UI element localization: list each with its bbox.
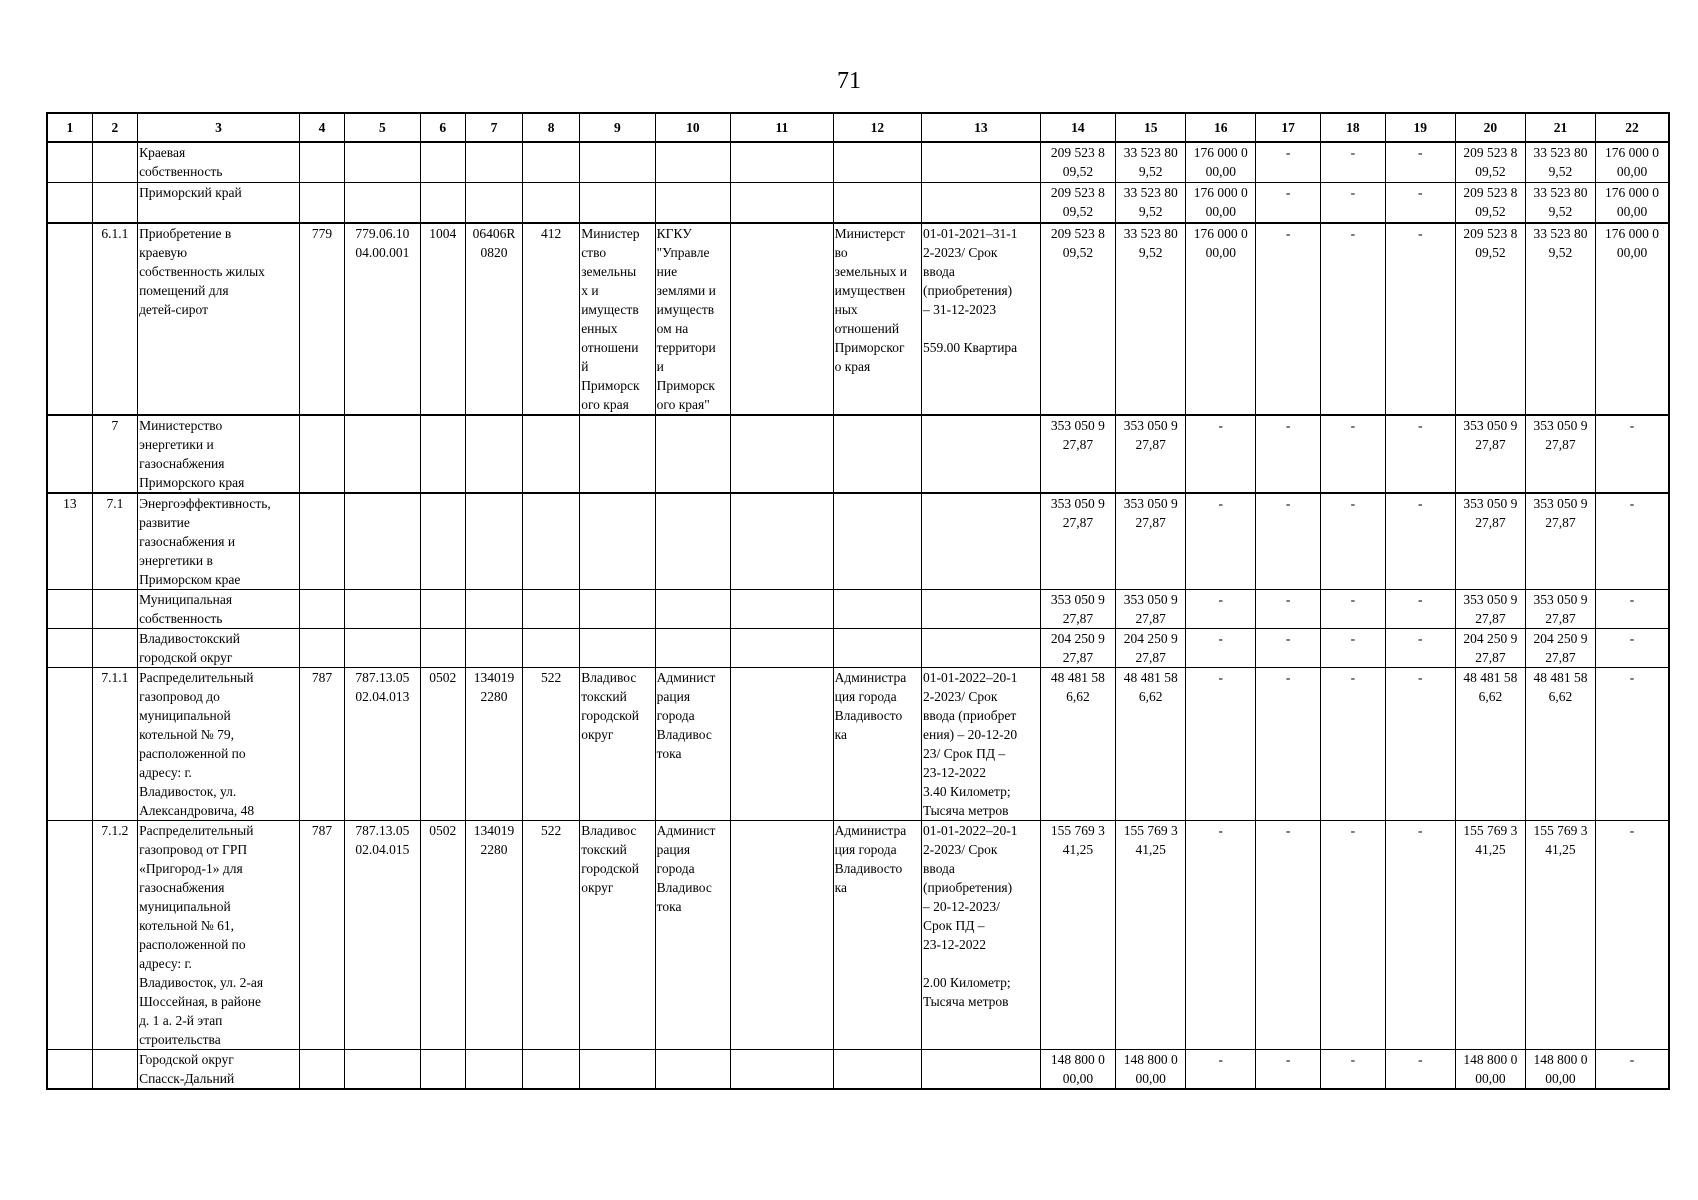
table-cell: 787.13.05 02.04.015 xyxy=(345,821,420,1050)
table-cell xyxy=(523,493,580,590)
table-cell xyxy=(922,142,1041,183)
table-cell xyxy=(523,1050,580,1090)
table-cell xyxy=(922,629,1041,668)
table-cell xyxy=(47,142,92,183)
table-cell: 204 250 9 27,87 xyxy=(1040,629,1115,668)
table-cell: 134019 2280 xyxy=(465,668,522,821)
column-number-5: 5 xyxy=(345,113,420,142)
table-cell: 412 xyxy=(523,223,580,415)
table-cell xyxy=(299,590,344,629)
table-cell: - xyxy=(1321,590,1386,629)
table-header xyxy=(47,113,1669,142)
table-row xyxy=(47,629,1669,668)
table-cell xyxy=(523,142,580,183)
table-cell: 204 250 9 27,87 xyxy=(1455,629,1525,668)
page-number: 71 xyxy=(837,68,861,94)
table-cell xyxy=(345,590,420,629)
table-cell: 7.1.2 xyxy=(92,821,137,1050)
table-cell: 353 050 9 27,87 xyxy=(1455,415,1525,493)
table-cell xyxy=(299,415,344,493)
table-cell xyxy=(655,1050,730,1090)
table-cell: 176 000 0 00,00 xyxy=(1186,142,1256,183)
table-cell: 0502 xyxy=(420,668,465,821)
table-row xyxy=(47,1050,1669,1090)
table-cell: 353 050 9 27,87 xyxy=(1455,590,1525,629)
table-cell: 209 523 8 09,52 xyxy=(1455,183,1525,224)
table-cell: - xyxy=(1321,629,1386,668)
table-cell: - xyxy=(1256,1050,1321,1090)
table-cell xyxy=(833,493,921,590)
table-cell xyxy=(92,590,137,629)
table-cell xyxy=(655,415,730,493)
table-cell xyxy=(465,183,522,224)
table-cell: 155 769 3 41,25 xyxy=(1525,821,1595,1050)
table-cell: - xyxy=(1321,142,1386,183)
table-cell xyxy=(731,183,833,224)
table-cell xyxy=(465,1050,522,1090)
table-cell: Министерст во земельных и имуществен ных отношений Приморског о края xyxy=(833,223,921,415)
table-cell: 01-01-2022–20-1 2-2023/ Срок ввода (приобрет ения) – 20-12-20 23/ Срок ПД – 23-12-2022 3.40 Километр; Тысяча метров xyxy=(922,668,1041,821)
table-cell: 33 523 80 9,52 xyxy=(1525,183,1595,224)
table-cell xyxy=(833,1050,921,1090)
table-cell: - xyxy=(1256,493,1321,590)
table-cell: - xyxy=(1256,668,1321,821)
table-cell: 33 523 80 9,52 xyxy=(1116,183,1186,224)
table-cell: - xyxy=(1385,142,1455,183)
table-cell: 0502 xyxy=(420,821,465,1050)
table-cell xyxy=(345,142,420,183)
table-cell: 48 481 58 6,62 xyxy=(1525,668,1595,821)
table-cell xyxy=(833,629,921,668)
table-cell xyxy=(420,629,465,668)
table-cell: - xyxy=(1321,493,1386,590)
table-cell: 33 523 80 9,52 xyxy=(1116,223,1186,415)
table-cell: - xyxy=(1256,142,1321,183)
table-cell: - xyxy=(1385,668,1455,821)
table-cell: 148 800 0 00,00 xyxy=(1040,1050,1115,1090)
table-cell: - xyxy=(1186,1050,1256,1090)
table-cell: 353 050 9 27,87 xyxy=(1525,590,1595,629)
table-cell xyxy=(580,629,655,668)
table-cell xyxy=(922,415,1041,493)
table-cell xyxy=(345,183,420,224)
table-row xyxy=(47,415,1669,493)
table-row xyxy=(47,183,1669,224)
column-number-7: 7 xyxy=(465,113,522,142)
table-row xyxy=(47,668,1669,821)
table-cell: - xyxy=(1256,223,1321,415)
table-cell xyxy=(299,629,344,668)
table-cell: - xyxy=(1256,183,1321,224)
table-cell: Владивос токский городской округ xyxy=(580,668,655,821)
table-cell xyxy=(731,821,833,1050)
table-row xyxy=(47,223,1669,415)
column-number-17: 17 xyxy=(1256,113,1321,142)
table-cell: - xyxy=(1256,821,1321,1050)
table-cell xyxy=(523,415,580,493)
table-cell xyxy=(299,183,344,224)
table-cell: 48 481 58 6,62 xyxy=(1116,668,1186,821)
table-cell: - xyxy=(1596,590,1669,629)
table-cell xyxy=(345,493,420,590)
table-cell xyxy=(420,493,465,590)
table-cell: 353 050 9 27,87 xyxy=(1040,415,1115,493)
table-cell: 353 050 9 27,87 xyxy=(1040,590,1115,629)
table-cell: - xyxy=(1321,415,1386,493)
table-cell xyxy=(47,668,92,821)
table-row xyxy=(47,590,1669,629)
table-cell xyxy=(731,142,833,183)
column-number-21: 21 xyxy=(1525,113,1595,142)
table-cell: 176 000 0 00,00 xyxy=(1186,183,1256,224)
table-cell xyxy=(655,629,730,668)
table-cell: Администра ция города Владивосто ка xyxy=(833,821,921,1050)
table-cell xyxy=(580,1050,655,1090)
table-cell: Энергоэффективность, развитие газоснабжения и энергетики в Приморском крае xyxy=(138,493,300,590)
table-cell: 176 000 0 00,00 xyxy=(1596,142,1669,183)
table-cell: 176 000 0 00,00 xyxy=(1596,183,1669,224)
table-cell: - xyxy=(1385,1050,1455,1090)
table-cell: 353 050 9 27,87 xyxy=(1116,493,1186,590)
table-cell: 01-01-2021–31-1 2-2023/ Срок ввода (приобретения) – 31-12-2023 559.00 Квартира xyxy=(922,223,1041,415)
table-cell xyxy=(580,493,655,590)
table-cell: - xyxy=(1385,590,1455,629)
table-cell: - xyxy=(1596,493,1669,590)
table-cell xyxy=(465,142,522,183)
table-cell: 353 050 9 27,87 xyxy=(1116,590,1186,629)
table-cell xyxy=(523,590,580,629)
table-cell xyxy=(299,1050,344,1090)
table-cell xyxy=(420,1050,465,1090)
table-cell xyxy=(731,668,833,821)
column-number-12: 12 xyxy=(833,113,921,142)
table-cell: 176 000 0 00,00 xyxy=(1596,223,1669,415)
column-number-10: 10 xyxy=(655,113,730,142)
table-cell: 7.1 xyxy=(92,493,137,590)
table-cell: Муниципальная собственность xyxy=(138,590,300,629)
column-number-9: 9 xyxy=(580,113,655,142)
column-number-11: 11 xyxy=(731,113,833,142)
table-cell: Краевая собственность xyxy=(138,142,300,183)
table-cell xyxy=(345,1050,420,1090)
table-cell: - xyxy=(1385,629,1455,668)
table-cell xyxy=(47,415,92,493)
table-cell: 33 523 80 9,52 xyxy=(1525,142,1595,183)
table-cell xyxy=(465,590,522,629)
header-row xyxy=(47,113,1669,142)
table-cell: 787 xyxy=(299,821,344,1050)
table-cell xyxy=(731,590,833,629)
table-cell: 13 xyxy=(47,493,92,590)
table-row xyxy=(47,493,1669,590)
table-cell xyxy=(731,629,833,668)
table-cell xyxy=(420,415,465,493)
table-cell xyxy=(922,1050,1041,1090)
table-cell: Городской округ Спасск-Дальний xyxy=(138,1050,300,1090)
table-cell: Администра ция города Владивосто ка xyxy=(833,668,921,821)
table-cell xyxy=(655,142,730,183)
table-cell: 353 050 9 27,87 xyxy=(1116,415,1186,493)
table-cell: 7 xyxy=(92,415,137,493)
table-cell: Распределительный газопровод от ГРП «Пригород-1» для газоснабжения муниципальной котельной № 61, расположенной по адресу: г. Владивосток, ул. 2-ая Шоссейная, в районе д. 1 а. 2-й этап строительства xyxy=(138,821,300,1050)
table-cell: Владивостокский городской округ xyxy=(138,629,300,668)
table-cell xyxy=(92,183,137,224)
table-cell: Приморский край xyxy=(138,183,300,224)
table-cell: 209 523 8 09,52 xyxy=(1455,223,1525,415)
table-cell xyxy=(92,629,137,668)
table-cell xyxy=(47,590,92,629)
table-cell: Министерство энергетики и газоснабжения Приморского края xyxy=(138,415,300,493)
column-number-14: 14 xyxy=(1040,113,1115,142)
table-cell: 779 xyxy=(299,223,344,415)
table-cell: 522 xyxy=(523,668,580,821)
table-cell xyxy=(922,493,1041,590)
table-body xyxy=(47,142,1669,1089)
table-cell: 7.1.1 xyxy=(92,668,137,821)
table-cell: 148 800 0 00,00 xyxy=(1455,1050,1525,1090)
table-cell: 155 769 3 41,25 xyxy=(1455,821,1525,1050)
table-cell: - xyxy=(1186,629,1256,668)
table-cell: - xyxy=(1186,415,1256,493)
table-cell: 148 800 0 00,00 xyxy=(1116,1050,1186,1090)
table-cell: - xyxy=(1256,629,1321,668)
table-cell: Распределительный газопровод до муниципальной котельной № 79, расположенной по адресу: г. Владивосток, ул. Александровича, 48 xyxy=(138,668,300,821)
table-cell xyxy=(465,415,522,493)
table-cell xyxy=(655,590,730,629)
table-cell: 209 523 8 09,52 xyxy=(1040,223,1115,415)
table-cell: 353 050 9 27,87 xyxy=(1525,415,1595,493)
table-cell: 209 523 8 09,52 xyxy=(1040,142,1115,183)
table-cell: - xyxy=(1321,1050,1386,1090)
table-cell xyxy=(580,183,655,224)
table-cell: Админист рация города Владивос тока xyxy=(655,821,730,1050)
table-cell xyxy=(92,1050,137,1090)
table-cell: - xyxy=(1186,668,1256,821)
budget-table xyxy=(46,112,1670,1090)
table-cell xyxy=(922,183,1041,224)
table-cell xyxy=(47,821,92,1050)
table-cell: 155 769 3 41,25 xyxy=(1040,821,1115,1050)
column-number-8: 8 xyxy=(523,113,580,142)
column-number-22: 22 xyxy=(1596,113,1669,142)
table-cell: - xyxy=(1385,821,1455,1050)
column-number-1: 1 xyxy=(47,113,92,142)
column-number-16: 16 xyxy=(1186,113,1256,142)
table-cell: - xyxy=(1596,821,1669,1050)
table-cell xyxy=(655,183,730,224)
table-cell xyxy=(580,415,655,493)
table-cell: - xyxy=(1596,668,1669,821)
table-cell xyxy=(580,142,655,183)
table-cell: - xyxy=(1321,183,1386,224)
table-cell: - xyxy=(1186,821,1256,1050)
table-cell: - xyxy=(1385,223,1455,415)
table-cell: - xyxy=(1385,493,1455,590)
table-cell xyxy=(345,629,420,668)
table-cell xyxy=(731,1050,833,1090)
table-cell: - xyxy=(1596,1050,1669,1090)
table-cell xyxy=(465,629,522,668)
table-cell xyxy=(345,415,420,493)
table-cell xyxy=(47,629,92,668)
table-cell: 353 050 9 27,87 xyxy=(1525,493,1595,590)
column-number-6: 6 xyxy=(420,113,465,142)
table-cell: 204 250 9 27,87 xyxy=(1525,629,1595,668)
table-cell: Приобретение в краевую собственность жилых помещений для детей-сирот xyxy=(138,223,300,415)
table-cell xyxy=(833,183,921,224)
table-cell: 48 481 58 6,62 xyxy=(1455,668,1525,821)
table-cell: 148 800 0 00,00 xyxy=(1525,1050,1595,1090)
table-cell xyxy=(92,142,137,183)
table-row xyxy=(47,142,1669,183)
table-cell: 48 481 58 6,62 xyxy=(1040,668,1115,821)
table-cell xyxy=(47,183,92,224)
table-cell: 353 050 9 27,87 xyxy=(1040,493,1115,590)
column-number-13: 13 xyxy=(922,113,1041,142)
table-cell: 01-01-2022–20-1 2-2023/ Срок ввода (приобретения) – 20-12-2023/ Срок ПД – 23-12-2022 2.00 Километр; Тысяча метров xyxy=(922,821,1041,1050)
table-cell: 06406R 0820 xyxy=(465,223,522,415)
table-cell: 787.13.05 02.04.013 xyxy=(345,668,420,821)
table-cell: 33 523 80 9,52 xyxy=(1116,142,1186,183)
table-cell: 1004 xyxy=(420,223,465,415)
table-cell: - xyxy=(1186,493,1256,590)
table-cell xyxy=(420,142,465,183)
table-cell xyxy=(580,590,655,629)
table-cell xyxy=(833,415,921,493)
table-cell: - xyxy=(1596,415,1669,493)
table-cell: Министер ство земельны х и имуществ енных отношени й Приморск ого края xyxy=(580,223,655,415)
column-number-20: 20 xyxy=(1455,113,1525,142)
column-number-19: 19 xyxy=(1385,113,1455,142)
table-cell: 353 050 9 27,87 xyxy=(1455,493,1525,590)
table-cell xyxy=(465,493,522,590)
table-cell xyxy=(833,590,921,629)
table-cell: КГКУ "Управле ние землями и имуществ ом на территори и Приморск ого края" xyxy=(655,223,730,415)
table-cell: - xyxy=(1385,415,1455,493)
table-cell: 33 523 80 9,52 xyxy=(1525,223,1595,415)
table-cell xyxy=(833,142,921,183)
table-cell: - xyxy=(1596,629,1669,668)
table-cell: - xyxy=(1256,415,1321,493)
table-cell: 155 769 3 41,25 xyxy=(1116,821,1186,1050)
table-cell: 779.06.10 04.00.001 xyxy=(345,223,420,415)
table-cell: 6.1.1 xyxy=(92,223,137,415)
table-cell: - xyxy=(1256,590,1321,629)
table-row xyxy=(47,821,1669,1050)
table-cell: Админист рация города Владивос тока xyxy=(655,668,730,821)
column-number-3: 3 xyxy=(138,113,300,142)
table-cell xyxy=(299,142,344,183)
column-number-15: 15 xyxy=(1116,113,1186,142)
table-cell: - xyxy=(1321,668,1386,821)
table-cell: - xyxy=(1385,183,1455,224)
column-number-2: 2 xyxy=(92,113,137,142)
table-cell xyxy=(523,183,580,224)
table-cell: 209 523 8 09,52 xyxy=(1040,183,1115,224)
table-cell xyxy=(731,415,833,493)
table-cell xyxy=(299,493,344,590)
table-cell xyxy=(47,223,92,415)
table-cell: - xyxy=(1321,821,1386,1050)
table-cell xyxy=(655,493,730,590)
table-cell xyxy=(731,493,833,590)
table-cell: - xyxy=(1321,223,1386,415)
table-cell: - xyxy=(1186,590,1256,629)
column-number-4: 4 xyxy=(299,113,344,142)
table-cell xyxy=(420,183,465,224)
table-cell xyxy=(47,1050,92,1090)
table-cell xyxy=(731,223,833,415)
column-number-18: 18 xyxy=(1321,113,1386,142)
table-cell: Владивос токский городской округ xyxy=(580,821,655,1050)
table-cell: 176 000 0 00,00 xyxy=(1186,223,1256,415)
table-cell: 209 523 8 09,52 xyxy=(1455,142,1525,183)
table-cell: 522 xyxy=(523,821,580,1050)
table-cell xyxy=(420,590,465,629)
table-cell: 204 250 9 27,87 xyxy=(1116,629,1186,668)
table-cell: 787 xyxy=(299,668,344,821)
table-cell xyxy=(922,590,1041,629)
table-cell: 134019 2280 xyxy=(465,821,522,1050)
table-cell xyxy=(523,629,580,668)
